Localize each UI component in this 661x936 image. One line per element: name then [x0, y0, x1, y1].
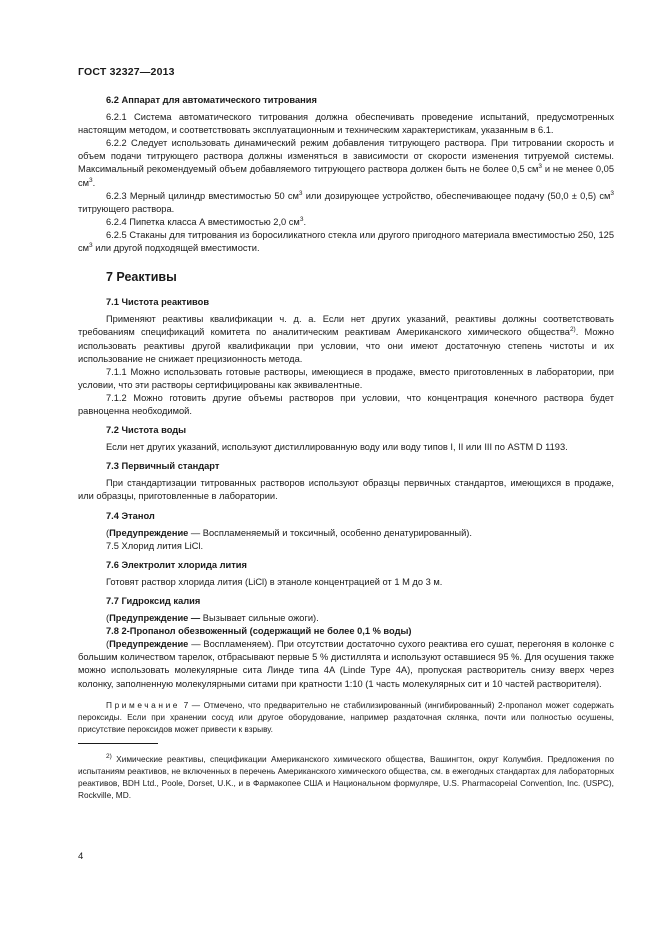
page-content	[78, 94, 614, 801]
section-7-4-heading: 7.4 Этанол	[106, 510, 155, 521]
para-7-2: Если нет других указаний, используют дистиллированную воду или воду типов I, II или III по ASTM D 1193.	[106, 442, 568, 453]
para-7-7: (Предупреждение — Вызывает сильные ожоги).	[106, 613, 319, 624]
para-7-1-1: 7.1.1 Можно использовать готовые растворы, имеющиеся в продаже, вместо приготовленных в лаборатории, при условии, что эти растворы сертифицированы как эквивалентные.	[78, 366, 614, 390]
para-7-5: 7.5 Хлорид лития LiCl.	[106, 540, 204, 551]
para-6-2-3: 6.2.3 Мерный цилиндр вместимостью 50 $см^3$ или дозирующее устройство, обеспечивающее подачу (50,0 ± 0,5) $см^3$ титрующего раствора.	[78, 189, 614, 214]
para-6-2-5: 6.2.5 Стаканы для титрования из боросиликатного стекла или другого пригодного материала вместимостью 250, 125 $см^3$ или другой подходящей вместимости.	[78, 229, 614, 254]
section-7-3-heading: 7.3 Первичный стандарт	[106, 461, 220, 472]
para-7-1: Применяют реактивы квалификации ч. д. а. Если нет других указаний, реактивы должны соответствовать требованиям спецификаций комитета по аналитическим реактивам Американского химического общества$^{2)}$. Можно использовать реактивы другой квалификации при условии, что они имеют достаточную степень чистоты и их использование не снижает прецизионность метода.	[78, 314, 614, 364]
section-7-7-heading: 7.7 Гидроксид калия	[106, 596, 201, 606]
section-7-6-heading: 7.6 Электролит хлорида лития	[106, 559, 247, 570]
para-7-4: (Предупреждение — Воспламеняемый и токсичный, особенно денатурированный).	[106, 527, 472, 538]
note-7: Примечание 7 — Отмечено, что предварительно не стабилизированный (ингибированный) 2-пропанол может содержать пероксиды. Если при хранении сосуд или другое оборудование, например раздаточная склянка, почти или полностью осушены, присутствие пероксидов может привести к взрыву.	[78, 699, 614, 734]
para-7-1-2: 7.1.2 Можно готовить другие объемы растворов при условии, что концентрация конечного раствора будет равноценна необходимой.	[78, 392, 614, 416]
para-6-2-2: 6.2.2 Следует использовать динамический режим добавления титрующего раствора. При титровании скорость и объем подачи титрующего раствора должны изменяться в зависимости от скорости изменения титруемой системы. Максимальный рекомендуемый объем добавляемого титрующего раствора должен быть не более 0,5 $см^3$ и не менее 0,05 $см^3$.	[78, 138, 614, 188]
footnote-ref: 2)	[569, 326, 576, 334]
para-7-6: Готовят раствор хлорида лития (LiCl) в этаноле концентрацией от 1 М до 3 м.	[106, 576, 443, 587]
section-7-8-heading: 7.8 2-Пропанол обезвоженный (содержащий не более 0,1 % воды)	[106, 626, 412, 637]
para-7-3: При стандартизации титрованных растворов используют образцы первичных стандартов, имеющихся в продаже, или образцы, приготовленные в лаборатории.	[78, 478, 614, 502]
standard-header: ГОСТ 32327—2013	[78, 66, 175, 78]
section-6-2-heading: 6.2 Аппарат для автоматического титрования	[106, 95, 317, 105]
section-7-2-heading: 7.2 Чистота воды	[106, 425, 187, 436]
footnote-2: $^{2)}$ Химические реактивы, спецификации Американского химического общества, Вашингтон, округ Колумбия. Предложения по испытаниям реактивов, не включенных в перечень Американского химического общества, см. в ежегодных стандартах для лабораторных реактивов, BDH Ltd., Poole, Dorset, U.K., и в Фармакопее США и Национальном формуляре, U.S. Pharmacopeial Convention, Inc. (USPC), Rockville, MD.	[78, 752, 614, 800]
para-6-2-4: 6.2.4 Пипетка класса А вместимостью 2,0 $см^3$.	[106, 215, 307, 227]
para-7-8: (Предупреждение — Воспламеняем). При отсутствии достаточно сухого реактива его сушат, перегоняя в колонке с большим количеством тарелок, отбрасывают первые 5 % дистиллята и используют оставшиеся 95 %. Для осушения также можно использовать молекулярные сита Линде типа 4A (Linde Type 4A), пропуская растворитель снизу вверх через колонку, заполненную молекулярными ситами при кратности 1:10 (1 часть молекулярных сит и 10 частей растворителя).	[78, 639, 614, 689]
para-6-2-1: 6.2.1 Система автоматического титрования должна обеспечивать проведение испытаний, предусмотренных настоящим методом, и соответствовать эксплуатационным и техническим характеристикам, указанным в 6.1.	[78, 112, 614, 136]
footnote-separator	[78, 743, 158, 744]
page-number: 4	[78, 851, 84, 862]
section-7-1-heading: 7.1 Чистота реактивов	[106, 297, 210, 308]
section-7-heading: 7 Реактивы	[106, 270, 177, 285]
